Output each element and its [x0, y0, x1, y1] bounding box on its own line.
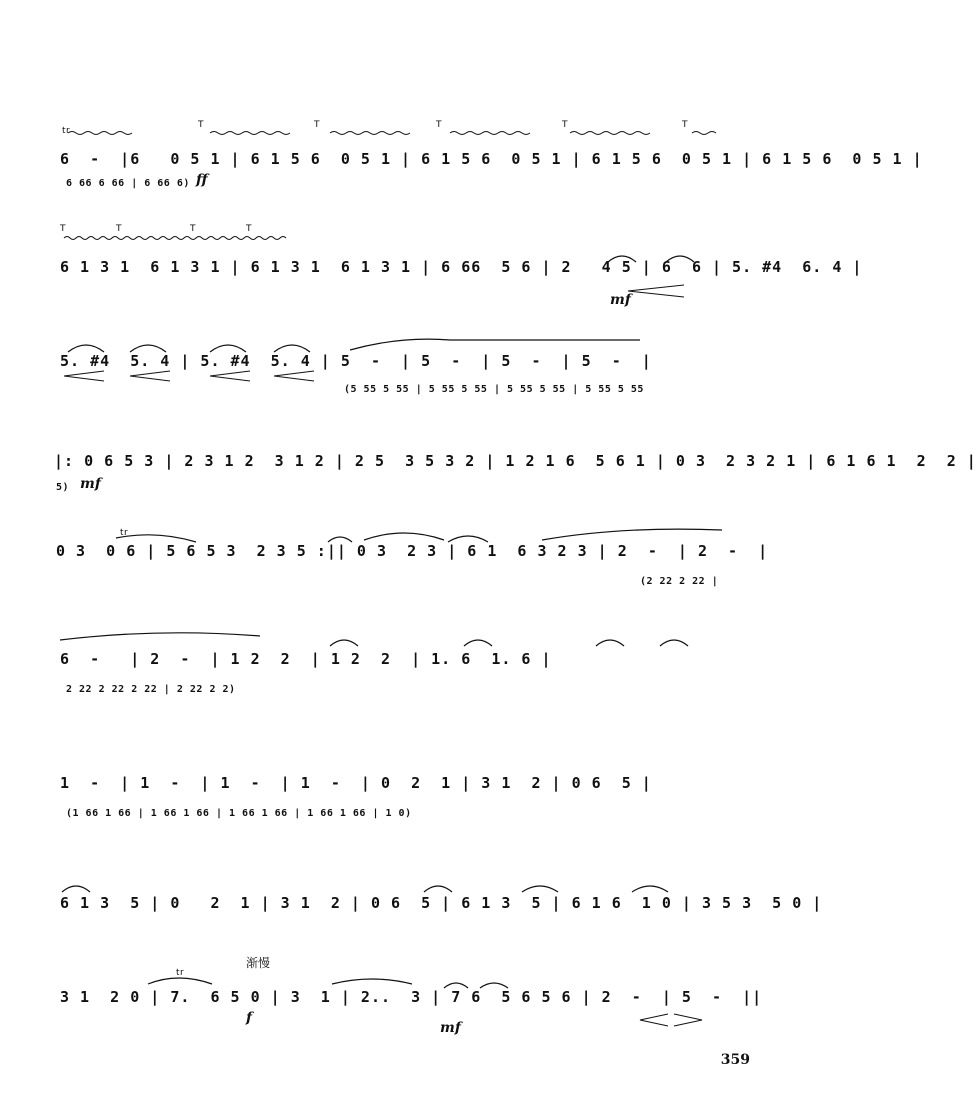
trill-line: [60, 222, 740, 252]
notation-accompaniment: 5): [56, 482, 70, 493]
dynamic-marking: mf: [440, 1020, 461, 1036]
notation-main: 1 - | 1 - | 1 - | 1 - | 0 2 1 | 3 1 2 | 0 6 5 |: [60, 774, 652, 792]
ornament-t: T: [436, 120, 442, 130]
score-line-6: [60, 628, 740, 698]
tempo-marking: 渐慢: [246, 956, 271, 970]
notation-accompaniment: (1 66 1 66 | 1 66 1 66 | 1 66 1 66 | 1 66 1 66 | 1 0): [66, 808, 412, 819]
notation-main: 0 3 0 6 | 5 6 5 3 2 3 5 :|| 0 3 2 3 | 6 1 6 3 2 3 | 2 - | 2 - |: [56, 542, 769, 560]
ornament-t: T: [682, 120, 688, 130]
notation-main: 6 - |6 0 5 1 | 6 1 5 6 0 5 1 | 6 1 5 6 0 5 1 | 6 1 5 6 0 5 1 | 6 1 5 6 0 5 1 |: [60, 150, 923, 168]
score-line-3: [60, 336, 740, 406]
dynamic-marking: f: [246, 1010, 253, 1026]
score-line-8: [60, 880, 823, 930]
ornament-t: T: [246, 224, 252, 234]
score-line-5: [56, 522, 769, 592]
dynamic-marking: mf: [610, 292, 631, 308]
trill-line: [60, 120, 740, 150]
ornament-tr: tr: [120, 528, 129, 538]
score-line-4: [54, 452, 977, 512]
notation-accompaniment: (2 22 2 22 |: [640, 576, 719, 587]
notation-main: 5. #4 5. 4 | 5. #4 5. 4 | 5 - | 5 - | 5 - | 5 - |: [60, 352, 652, 370]
ornament-t: T: [314, 120, 320, 130]
slur-marks: [60, 336, 740, 406]
dynamic-marking: ff: [196, 172, 208, 188]
ornament-t: T: [190, 224, 196, 234]
ornament-tr: tr: [62, 126, 71, 136]
notation-accompaniment: 2 22 2 22 2 22 | 2 22 2 2): [66, 684, 236, 695]
notation-main: 3 1 2 0 | 7. 6 5 0 | 3 1 | 2.. 3 | 7 6 5 6 5 6 | 2 - | 5 - ||: [60, 988, 763, 1006]
ornament-tr: tr: [176, 968, 185, 978]
notation-main: 6 - | 2 - | 1 2 2 | 1 2 2 | 1. 6 1. 6 |: [60, 650, 552, 668]
notation-accompaniment: (5 55 5 55 | 5 55 5 55 | 5 55 5 55 | 5 55 5 55: [344, 384, 644, 395]
crescendo-hairpin: [626, 284, 686, 298]
score-line-2: [60, 222, 863, 308]
notation-main: 6 1 3 1 6 1 3 1 | 6 1 3 1 6 1 3 1 | 6 66 5 6 | 2 4 5 | 6 6 | 5. #4 6. 4 |: [60, 258, 863, 276]
score-line-1: [60, 120, 923, 200]
ornament-t: T: [562, 120, 568, 130]
notation-accompaniment: 6 66 6 66 | 6 66 6): [66, 178, 190, 189]
notation-main: |: 0 6 5 3 | 2 3 1 2 3 1 2 | 2 5 3 5 3 2 | 1 2 1 6 5 6 1 | 0 3 2 3 2 1 | 6 1 6 1 2 2 |: [54, 452, 977, 470]
notation-main: 6 1 3 5 | 0 2 1 | 3 1 2 | 0 6 5 | 6 1 3 5 | 6 1 6 1 0 | 3 5 3 5 0 |: [60, 894, 823, 912]
page-number: 359: [720, 1052, 750, 1068]
score-line-7: [60, 770, 740, 830]
ornament-t: T: [116, 224, 122, 234]
dynamic-marking: mf: [80, 476, 101, 492]
ornament-t: T: [60, 224, 66, 234]
ornament-t: T: [198, 120, 204, 130]
score-line-9: [60, 954, 763, 1044]
